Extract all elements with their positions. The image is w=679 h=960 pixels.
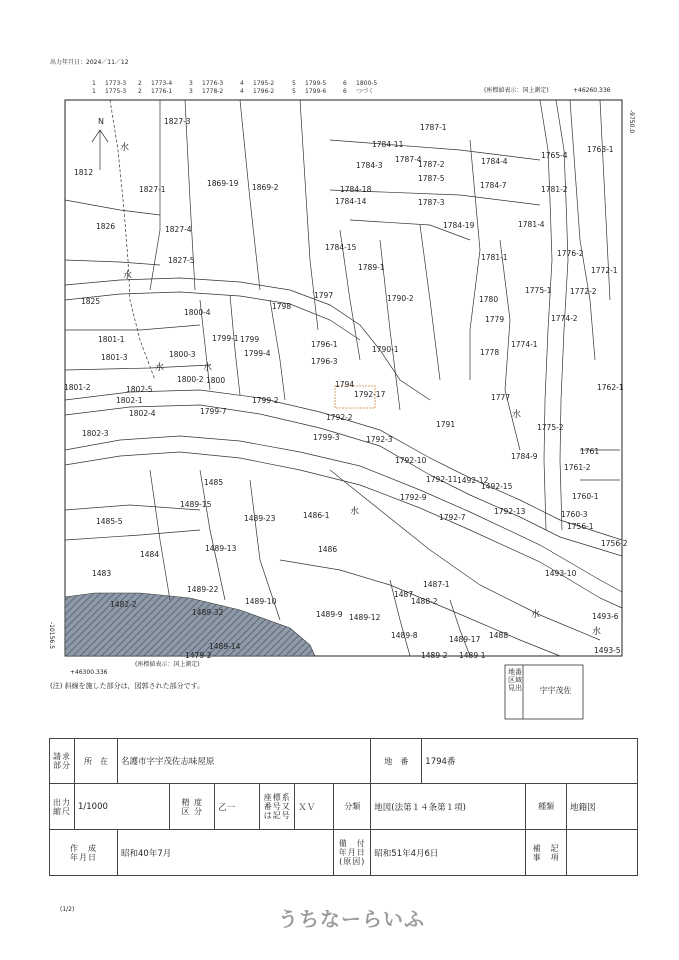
location-value: 名護市字宇茂佐志味屋原: [118, 739, 371, 784]
parcel-label: 1774-1: [511, 340, 538, 349]
parcel-label: 1797: [314, 291, 334, 300]
info-table: [49, 738, 638, 876]
parcel-label: 1781-1: [481, 253, 508, 262]
map-frame: [65, 100, 622, 656]
parcel-label: 1792-10: [395, 456, 427, 465]
legend-parcel-bottom: 1775-3: [105, 88, 127, 95]
parcel-label: 1774-2: [551, 314, 578, 323]
parcel-label: 1756-1: [567, 522, 594, 531]
parcel-label: 1800-2: [177, 375, 204, 384]
parcel-label: 1789-1: [358, 263, 385, 272]
parcel-label: 1784-18: [340, 185, 372, 194]
area-box-value: 字宇茂佐: [539, 686, 572, 695]
parcel-label: 1772-1: [591, 266, 618, 275]
legend-number: 5: [292, 88, 296, 95]
hatched-region: [65, 593, 315, 656]
parcel-label: 1483: [92, 569, 112, 578]
legend-number: 3: [189, 80, 193, 87]
parcel-label: 1489-32: [192, 608, 224, 617]
parcel-label: 1827-5: [168, 256, 195, 265]
parcel-label: 1802-5: [126, 385, 153, 394]
parcel-label: 1487-1: [423, 580, 450, 589]
parcel-label: 1489-14: [209, 642, 241, 651]
parcel-label: 1827-3: [164, 117, 191, 126]
legend-parcel-top: 1776-3: [202, 80, 224, 87]
parcel-label: 1778: [480, 348, 500, 357]
legend-number: 4: [240, 80, 244, 87]
parcel-label: 1802-1: [116, 396, 143, 405]
parcel-label: 1826: [96, 222, 116, 231]
parcel-label: 1482-2: [110, 600, 137, 609]
parcel-label: 1489-15: [180, 500, 212, 509]
parcel-label: 1784-4: [481, 157, 508, 166]
parcel-label: 1800: [206, 376, 226, 385]
legend-parcel-top: 1773-4: [151, 80, 173, 87]
parcel-label: 1489-8: [391, 631, 418, 640]
parcel-label: 1802-3: [82, 429, 109, 438]
parcel-label: 1781-2: [541, 185, 568, 194]
classification-label: 分類: [334, 784, 371, 830]
parcel-label: 1484: [140, 550, 160, 559]
parcel-label: 1784-7: [480, 181, 507, 190]
parcel-label: 1489-9: [316, 610, 343, 619]
parcel-label: 1801-3: [101, 353, 128, 362]
legend-parcel-top: 1799-5: [305, 80, 327, 87]
parcel-label: 1775-1: [525, 286, 552, 295]
parcel-label: 1489-23: [244, 514, 276, 523]
parcel-label: 1489-2: [421, 651, 448, 660]
parcel-label: 1799-4: [244, 349, 271, 358]
parcel-label: 1787-3: [418, 198, 445, 207]
parcel-label: 1784-15: [325, 243, 357, 252]
supplement-label: 補 記 事 項: [526, 830, 567, 876]
parcel-label: 1775-2: [537, 423, 564, 432]
parcel-label: 1777: [491, 393, 511, 402]
parcel-label: 1487: [394, 590, 414, 599]
parcel-label: 1784-19: [443, 221, 475, 230]
parcel-label: 1787-4: [395, 155, 422, 164]
parcel-label: 1794: [335, 380, 355, 389]
parcel-label: 1492-15: [481, 482, 513, 491]
parcel-label: 1790-1: [372, 345, 399, 354]
type-label: 種類: [526, 784, 567, 830]
type-value: 地籍図: [567, 784, 638, 830]
parcel-label: 1827-4: [165, 225, 192, 234]
water-label: 水: [531, 610, 541, 620]
legend-parcel-bottom: 1796-2: [253, 88, 275, 95]
parcel-label: 1765-4: [541, 151, 568, 160]
parcel-label: 1781-4: [518, 220, 545, 229]
parcel-label: 1780: [479, 295, 499, 304]
parcel-label: 1776-2: [557, 249, 584, 258]
chiban-label: 地 番: [371, 739, 422, 784]
parcel-label: 1800-4: [184, 308, 211, 317]
legend-number: 1: [92, 88, 96, 95]
parcel-label: 1493-5: [594, 646, 621, 655]
parcel-label: 1799-1: [212, 334, 239, 343]
legend-parcel-bottom: 1799-6: [305, 88, 327, 95]
location-label: 所 在: [75, 739, 118, 784]
parcel-label: 1792-17: [354, 390, 386, 399]
parcel-label: 1761: [580, 447, 600, 456]
parcel-label: 1869-2: [252, 183, 279, 192]
precision-label: 精 度 区 分: [170, 784, 215, 830]
parcel-label: 1787-5: [418, 174, 445, 183]
installed-label: 備 付 年月日 (原因): [334, 830, 371, 876]
scale-label: 出力 縮尺: [50, 784, 75, 830]
legend-number: 1: [92, 80, 96, 87]
parcel-label: 1489-22: [187, 585, 219, 594]
parcel-label: 1799: [240, 335, 260, 344]
parcel-label: 1801-1: [98, 335, 125, 344]
page-number: (1/2): [60, 906, 75, 913]
parcel-label: 1486: [318, 545, 338, 554]
legend-number: 4: [240, 88, 244, 95]
parcel-label: 1493-10: [545, 569, 577, 578]
parcel-label: 1489-13: [205, 544, 237, 553]
water-label: 水: [155, 363, 165, 373]
legend-parcel-bottom: つづく: [356, 88, 375, 95]
parcel-label: 1784-3: [356, 161, 383, 170]
parcel-label: 1790-2: [387, 294, 414, 303]
legend-parcel-bottom: 1776-1: [151, 88, 173, 95]
chiban-value: 1794番: [422, 739, 638, 784]
water-label: 水: [203, 363, 213, 373]
area-box-title: 地番区域見出: [508, 668, 522, 692]
parcel-label: 1772-2: [570, 287, 597, 296]
supplement-value: [567, 830, 638, 876]
parcel-label: 1485: [204, 478, 224, 487]
coord-top-right: +46260.336: [573, 87, 611, 94]
legend-number: 6: [343, 80, 347, 87]
classification-value: 地図(法第１４条第１項): [371, 784, 526, 830]
parcel-label: 1784-11: [372, 140, 404, 149]
watermark-logo: うちなーらいふ: [278, 907, 425, 931]
parcel-label: 1761-2: [564, 463, 591, 472]
legend-number: 3: [189, 88, 193, 95]
output-date: 出力年月日：2024／11／12: [50, 59, 129, 66]
parcel-label: 1784-9: [511, 452, 538, 461]
parcel-label: 1779: [485, 315, 505, 324]
parcel-label: 1801-2: [64, 383, 91, 392]
parcel-label: 1792-3: [366, 435, 393, 444]
parcel-label: 1792-13: [494, 507, 526, 516]
coord-side-right: -9750.0: [628, 110, 635, 134]
parcel-label: 1799-2: [252, 396, 279, 405]
coord-side-left: -10156.5: [48, 622, 55, 649]
parcel-label: 1485-5: [96, 517, 123, 526]
parcel-label: 1489-12: [349, 613, 381, 622]
water-label: 水: [512, 410, 522, 420]
req-label: 請求 部分: [50, 739, 75, 784]
parcel-label: 1796-3: [311, 357, 338, 366]
parcel-label: 1486-1: [303, 511, 330, 520]
installed-value: 昭和51年4月6日: [371, 830, 526, 876]
parcel-label: 1787-1: [420, 123, 447, 132]
precision-value: 乙一: [215, 784, 260, 830]
legend-parcel-bottom: 1778-2: [202, 88, 224, 95]
parcel-label: 1796-1: [311, 340, 338, 349]
coord-system-value: ＸＶ: [295, 784, 334, 830]
created-label: 作 成 年月日: [50, 830, 118, 876]
parcel-label: 1798: [272, 302, 292, 311]
parcel-label: 1792-2: [326, 413, 353, 422]
coord-bottom-left: +46300.336: [70, 669, 108, 676]
parcel-label: 1760-1: [572, 492, 599, 501]
water-label: 水: [123, 271, 133, 281]
parcel-label: 1493-6: [592, 612, 619, 621]
parcel-label: 1492-12: [457, 476, 489, 485]
legend-parcel-top: 1800-5: [356, 80, 378, 87]
parcel-label: 1762-1: [597, 383, 624, 392]
parcel-label: 1763-1: [587, 145, 614, 154]
water-label: 水: [350, 507, 360, 517]
parcel-label: 1489-10: [245, 597, 277, 606]
parcel-label: 1802-4: [129, 409, 156, 418]
legend-parcel-top: 1773-3: [105, 80, 127, 87]
parcel-label: 1812: [74, 168, 94, 177]
parcel-label: 1792-11: [426, 475, 458, 484]
parcel-label: 1825: [81, 297, 101, 306]
coord-system-label: 座標系 番号又 は記号: [260, 784, 295, 830]
parcel-label: 1489-1: [459, 651, 486, 660]
parcel-label: 1784-14: [335, 197, 367, 206]
parcel-label: 1488: [489, 631, 509, 640]
parcel-label: 1488-2: [411, 597, 438, 606]
coord-note-bottom: (座標値表示：国上測定): [135, 661, 200, 668]
parcel-label: 1869-19: [207, 179, 239, 188]
created-value: 昭和40年7月: [118, 830, 334, 876]
parcel-label: 1827-1: [139, 185, 166, 194]
hatch-note: (注) 斜線を施した部分は，図郭された部分です。: [50, 682, 205, 690]
parcel-label: 1787-2: [418, 160, 445, 169]
parcel-label: 1800-3: [169, 350, 196, 359]
parcel-label: 1792-7: [439, 513, 466, 522]
parcel-label: 1791: [436, 420, 456, 429]
parcel-label: 1799-3: [313, 433, 340, 442]
coord-note-top: (座標値表示：国上測定): [484, 87, 549, 94]
parcel-label: 1489-17: [449, 635, 481, 644]
north-label: N: [98, 117, 104, 126]
legend-number: 6: [343, 88, 347, 95]
water-label: 水: [120, 143, 130, 153]
parcel-label: 1792-9: [400, 493, 427, 502]
legend-number: 2: [138, 88, 142, 95]
legend-parcel-top: 1795-2: [253, 80, 275, 87]
parcel-label: 1799-7: [200, 407, 227, 416]
scale-value: 1/1000: [75, 784, 170, 830]
parcel-label: 1760-3: [561, 510, 588, 519]
parcel-label: 1756-2: [601, 539, 628, 548]
parcel-label: 1479-2: [185, 651, 212, 660]
legend-number: 5: [292, 80, 296, 87]
water-label: 水: [592, 627, 602, 637]
legend-number: 2: [138, 80, 142, 87]
